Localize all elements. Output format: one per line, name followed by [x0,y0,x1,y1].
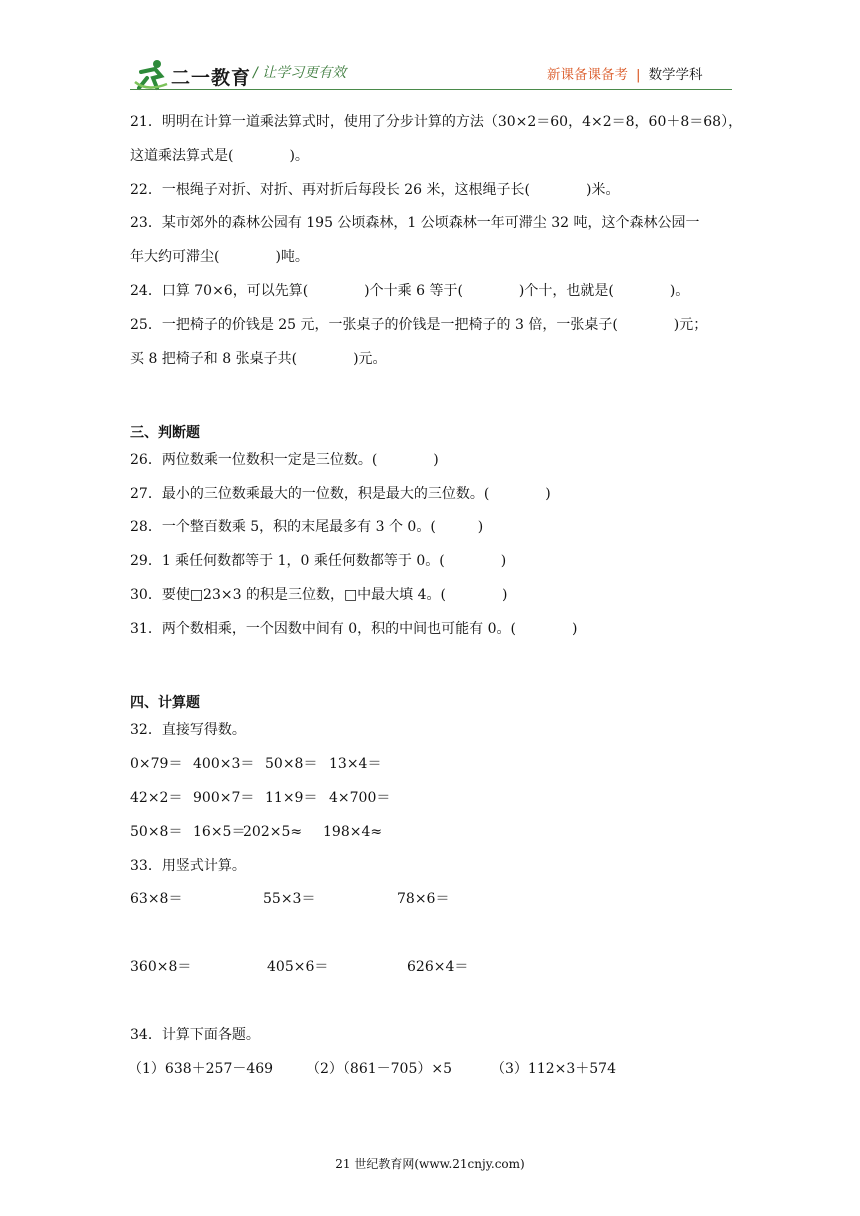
mixed-calc: （3）112×3＋574 [491,1061,616,1077]
question-line: 25．一把椅子的价钱是 25 元，一张桌子的价钱是一把椅子的 3 倍，一张桌子( )元； [130,317,708,333]
question-line: 买 8 把椅子和 8 张桌子共( )元。 [130,351,387,367]
header-subject [547,63,703,83]
vertical-calc: 78×6＝ [397,891,450,907]
page-footer: 21 世纪教育网(www.21cnjy.com) [335,1157,525,1171]
slogan: / 让学习更有效 [253,65,347,81]
oral-calc: 42×2＝ [130,790,183,806]
vertical-calc: 626×4＝ [407,959,469,975]
oral-calc: 50×8＝ [130,824,183,840]
question-line: 21．明明在计算一道乘法算式时，使用了分步计算的方法（30×2＝60，4×2＝8，60＋8＝68）， [130,114,743,130]
vertical-calc: 405×6＝ [267,959,329,975]
section-title: 四、计算题 [130,695,200,711]
oral-calc: 16×5＝ [193,824,246,840]
oral-calc: 202×5≈ [243,824,303,840]
oral-calc: 400×3＝ [193,756,255,772]
oral-calc: 11×9＝ [265,790,318,806]
runner-icon [133,58,169,92]
oral-calc: 0×79＝ [130,756,183,772]
question-line: 24．口算 70×6，可以先算( )个十乘 6 等于( )个十，也就是( )。 [130,283,690,299]
judgement-item: 26．两位数乘一位数积一定是三位数。( ) [130,452,439,468]
question-line: 22．一根绳子对折、对折、再对折后每段长 26 米，这根绳子长( )米。 [130,182,620,198]
oral-calc: 50×8＝ [265,756,318,772]
judgement-item: 30．要使□23×3 的积是三位数，□中最大填 4。( ) [130,587,508,603]
judgement-item: 28．一个整百数乘 5，积的末尾最多有 3 个 0。( ) [130,519,484,535]
header-subject-name: 数学学科 [648,67,703,83]
header-separator: | [636,67,641,83]
mixed-calc: （2）（861－705）×5 [306,1061,452,1077]
question-line: 年大约可滞尘( )吨。 [130,249,309,265]
question-32: 32．直接写得数。 [130,722,246,738]
header-divider [130,89,732,90]
mixed-calc: （1）638＋257－469 [128,1061,274,1077]
vertical-calc: 55×3＝ [263,891,316,907]
section-title: 三、判断题 [130,425,200,441]
oral-calc: 198×4≈ [323,824,383,840]
oral-calc: 900×7＝ [193,790,255,806]
judgement-item: 31．两个数相乘，一个因数中间有 0，积的中间也可能有 0。( ) [130,621,578,637]
header-course: 新课备课备考 [547,67,628,83]
logo-text: 二一教育 [171,67,252,89]
judgement-item: 27．最小的三位数乘最大的一位数，积是最大的三位数。( ) [130,486,551,502]
question-33: 33．用竖式计算。 [130,858,246,874]
judgement-item: 29．1 乘任何数都等于 1，0 乘任何数都等于 0。( ) [130,553,507,569]
brand-logo [133,58,252,92]
oral-calc: 13×4＝ [329,756,382,772]
question-line: 23．某市郊外的森林公园有 195 公顷森林，1 公顷森林一年可滞尘 32 吨，这个森林公园一 [130,215,700,231]
vertical-calc: 63×8＝ [130,891,183,907]
question-line: 这道乘法算式是( )。 [130,148,309,164]
question-34: 34．计算下面各题。 [130,1027,260,1043]
oral-calc: 4×700＝ [329,790,391,806]
vertical-calc: 360×8＝ [130,959,192,975]
